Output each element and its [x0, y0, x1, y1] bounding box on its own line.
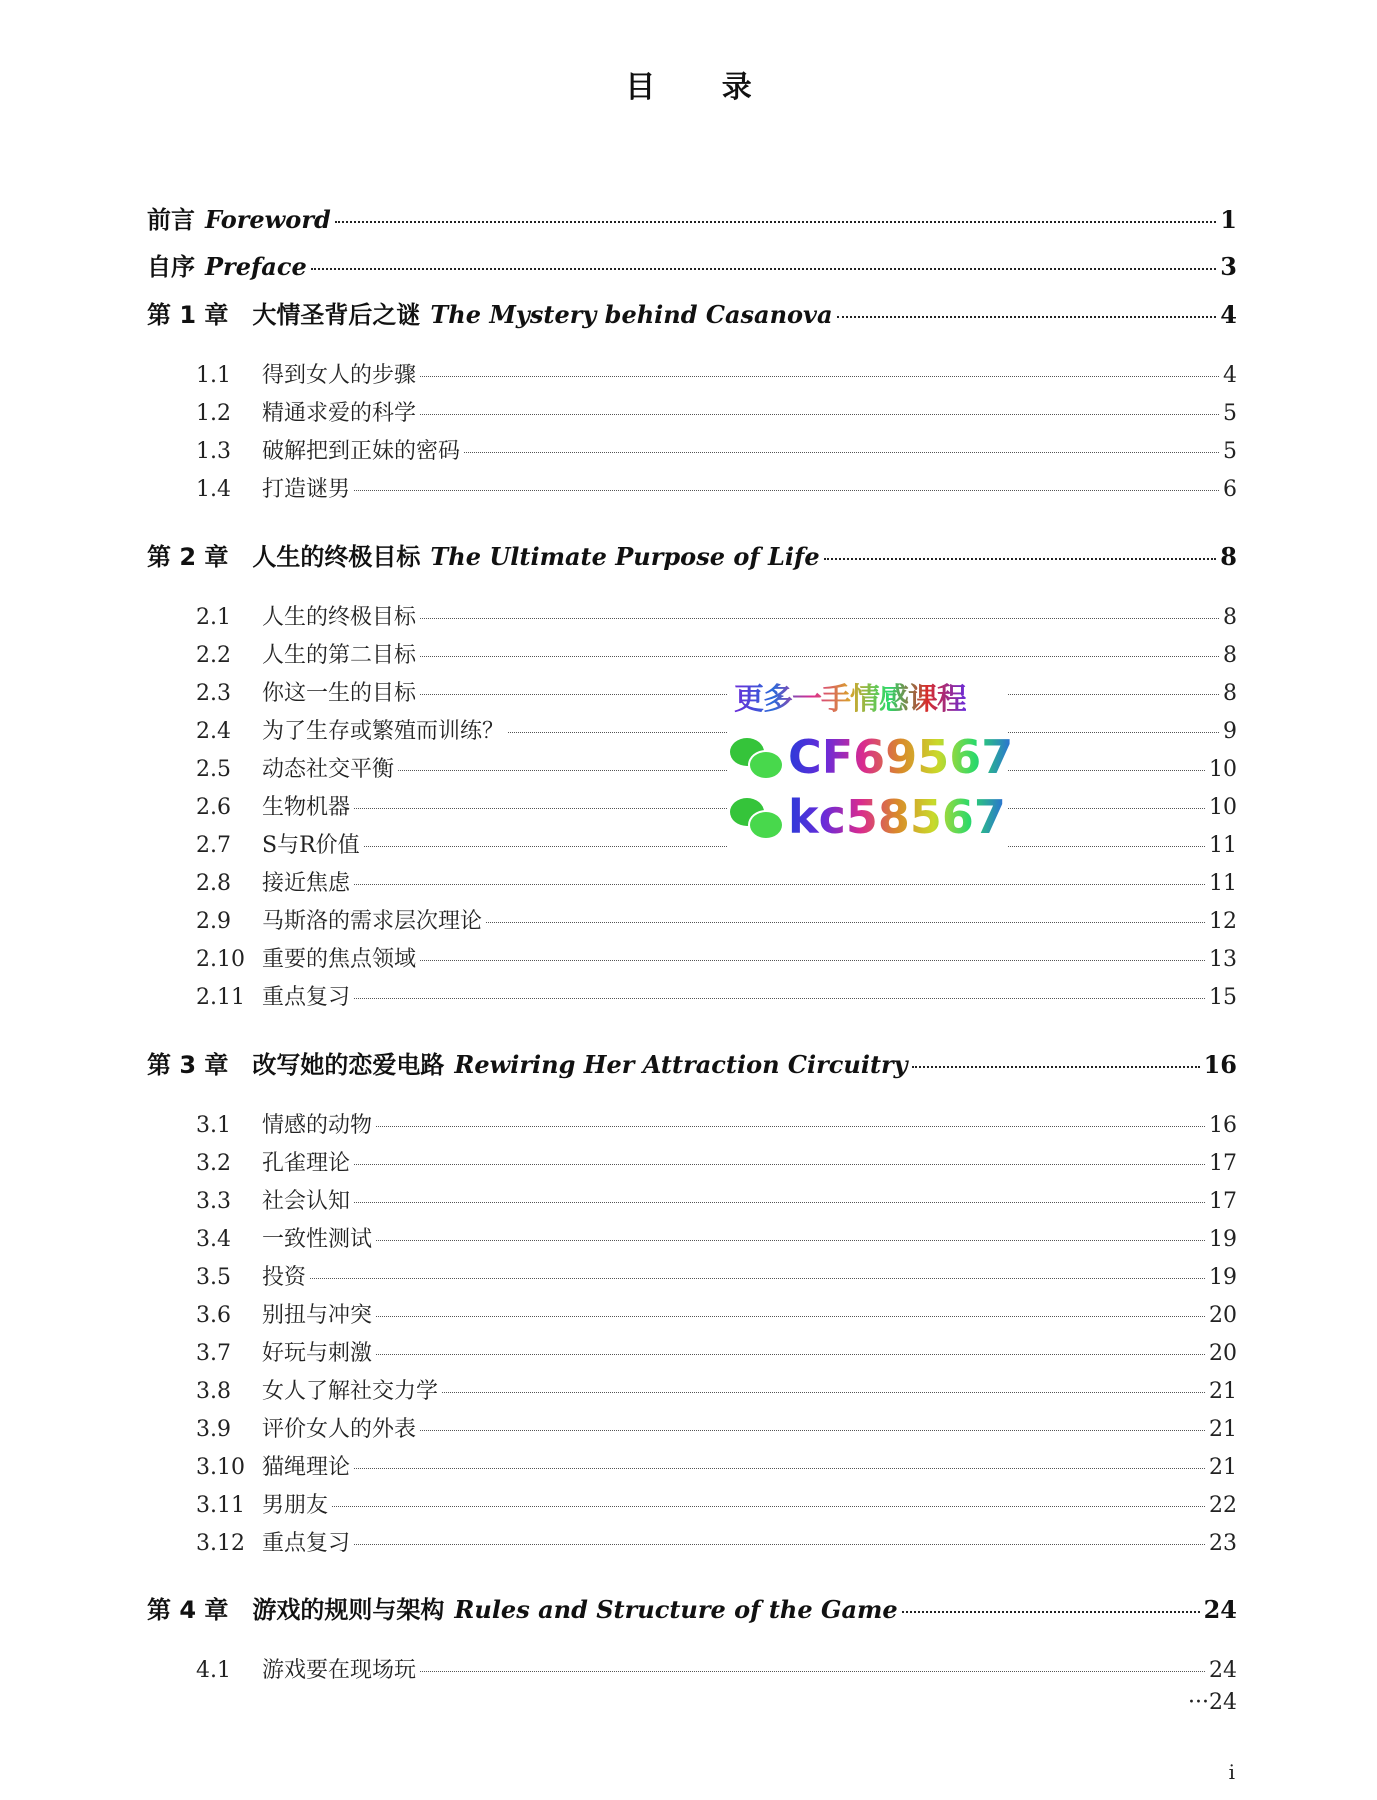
- page-ref: 21: [1209, 1379, 1237, 1404]
- section-title: 女人了解社交力学: [262, 1379, 439, 1404]
- wechat-icon: [728, 794, 784, 840]
- chapter-title-cn: 自序: [147, 253, 195, 281]
- section-number: 1.2: [196, 401, 231, 426]
- toc-chapter-entry[interactable]: [147, 1590, 1237, 1625]
- toc-section-entry[interactable]: [196, 1526, 1237, 1557]
- page-ref: 8: [1223, 681, 1237, 706]
- dot-leader: [912, 1066, 1200, 1068]
- dot-leader: [354, 1202, 1205, 1203]
- section-title: 评价女人的外表: [262, 1417, 417, 1442]
- dot-leader: [376, 1316, 1205, 1317]
- dot-leader: [824, 558, 1217, 560]
- section-number: 3.4: [196, 1227, 231, 1252]
- dot-leader: [420, 414, 1219, 415]
- toc-chapter-entry[interactable]: [147, 247, 1237, 282]
- dot-leader: [376, 1354, 1205, 1355]
- page-title: 目 录: [625, 70, 780, 105]
- page-ref: 21: [1209, 1417, 1237, 1442]
- page-ref: 10: [1209, 757, 1237, 782]
- dot-leader: [902, 1611, 1200, 1613]
- section-number: 3.2: [196, 1151, 231, 1176]
- page-ref: 4: [1220, 300, 1237, 329]
- page-ref: 8: [1223, 605, 1237, 630]
- section-number: 2.10: [196, 947, 245, 972]
- page-ref: 15: [1209, 985, 1237, 1010]
- dot-leader: [420, 656, 1219, 657]
- section-number: 2.6: [196, 795, 231, 820]
- toc-section-entry[interactable]: [196, 434, 1237, 465]
- section-title: 为了生存或繁殖而训练？: [262, 719, 505, 744]
- page-ref: 17: [1209, 1151, 1237, 1176]
- toc-section-entry[interactable]: [196, 752, 1237, 783]
- toc-section-entry[interactable]: [196, 1412, 1237, 1443]
- section-title: 打造谜男: [262, 477, 351, 502]
- wechat-icon: [728, 734, 784, 780]
- section-title: 别扭与冲突: [262, 1303, 373, 1328]
- toc-section-entry[interactable]: [196, 1222, 1237, 1253]
- section-number: 3.8: [196, 1379, 231, 1404]
- chapter-title-en: Rules and Structure of the Game: [454, 1595, 898, 1624]
- section-number: 2.3: [196, 681, 231, 706]
- dot-leader: [420, 1430, 1205, 1431]
- dot-leader: [332, 1506, 1205, 1507]
- page-ref: 1: [1220, 205, 1237, 234]
- dot-leader: [335, 221, 1217, 223]
- toc-section-entry[interactable]: [196, 942, 1237, 973]
- section-title: 动态社交平衡: [262, 757, 395, 782]
- watermark-row-1: [728, 730, 1013, 784]
- page-ref: 20: [1209, 1341, 1237, 1366]
- dot-leader: [420, 376, 1219, 377]
- section-title: 接近焦虑: [262, 871, 351, 896]
- section-number: 3.12: [196, 1531, 245, 1556]
- section-number: 1.1: [196, 363, 231, 388]
- section-title: 精通求爱的科学: [262, 401, 417, 426]
- section-number: 1.4: [196, 477, 231, 502]
- page-ref: 8: [1223, 643, 1237, 668]
- dot-leader: [310, 1278, 1205, 1279]
- dot-leader: [420, 960, 1205, 961]
- section-title: 游戏要在现场玩: [262, 1658, 417, 1683]
- section-number: 2.8: [196, 871, 231, 896]
- page-ref: 22: [1209, 1493, 1237, 1518]
- toc-section-entry[interactable]: [196, 980, 1237, 1011]
- section-number: 3.5: [196, 1265, 231, 1290]
- toc-section-entry[interactable]: [196, 1653, 1237, 1684]
- dot-leader: [442, 1392, 1205, 1393]
- toc-section-entry[interactable]: [196, 1488, 1237, 1519]
- toc-section-entry[interactable]: [196, 1146, 1237, 1177]
- section-number: 3.3: [196, 1189, 231, 1214]
- toc-section-entry[interactable]: [196, 1374, 1237, 1405]
- section-title: 人生的第二目标: [262, 643, 417, 668]
- section-number: 2.7: [196, 833, 231, 858]
- page-ref: 16: [1209, 1113, 1237, 1138]
- dot-leader: [837, 316, 1217, 318]
- toc-section-entry[interactable]: [196, 600, 1237, 631]
- section-number: 1.3: [196, 439, 231, 464]
- page-ref: 11: [1209, 833, 1237, 858]
- section-title: 重点复习: [262, 1531, 351, 1556]
- toc-section-entry[interactable]: [196, 472, 1237, 503]
- dot-leader: [464, 452, 1219, 453]
- chapter-title-en: Preface: [205, 252, 307, 281]
- section-number: 3.7: [196, 1341, 231, 1366]
- toc-section-entry[interactable]: [196, 396, 1237, 427]
- toc-section-entry[interactable]: [196, 1336, 1237, 1367]
- section-number: 3.9: [196, 1417, 231, 1442]
- section-number: 2.9: [196, 909, 231, 934]
- section-title: 生物机器: [262, 795, 351, 820]
- dot-leader: [311, 268, 1217, 270]
- toc-section-entry[interactable]: [196, 714, 1237, 745]
- section-number: 3.1: [196, 1113, 231, 1138]
- page-ref: 13: [1209, 947, 1237, 972]
- section-number: 2.2: [196, 643, 231, 668]
- watermark-code-1: CF69567: [788, 730, 1014, 784]
- page-ref: 8: [1220, 542, 1237, 571]
- page-ref: 3: [1220, 252, 1237, 281]
- chapter-title-cn: 第 1 章 大情圣背后之谜: [147, 301, 421, 329]
- dot-leader: [354, 1468, 1205, 1469]
- dot-leader: [354, 490, 1219, 491]
- watermark-row-2: [728, 790, 1006, 844]
- page-ref: 12: [1209, 909, 1237, 934]
- dot-leader: [354, 1164, 1205, 1165]
- page-ref: 21: [1209, 1455, 1237, 1480]
- page-ref: 24: [1203, 1595, 1237, 1624]
- toc-section-entry[interactable]: [196, 904, 1237, 935]
- section-number: 4.1: [196, 1658, 231, 1683]
- continuation-text: ···24: [1188, 1690, 1237, 1715]
- toc-section-entry[interactable]: [196, 1184, 1237, 1215]
- section-title: 好玩与刺激: [262, 1341, 373, 1366]
- section-title: 投资: [262, 1265, 307, 1290]
- chapter-title-en: The Mystery behind Casanova: [430, 300, 833, 329]
- section-title: 你这一生的目标: [262, 681, 417, 706]
- page-ref: 6: [1223, 477, 1237, 502]
- section-title: 男朋友: [262, 1493, 329, 1518]
- section-number: 2.1: [196, 605, 231, 630]
- dot-leader: [354, 998, 1205, 999]
- section-title: 人生的终极目标: [262, 605, 417, 630]
- section-title: 猫绳理论: [262, 1455, 351, 1480]
- section-title: 重点复习: [262, 985, 351, 1010]
- page-ref: 23: [1209, 1531, 1237, 1556]
- chapter-title-cn: 第 2 章 人生的终极目标: [147, 543, 421, 571]
- toc-chapter-entry[interactable]: [147, 537, 1237, 572]
- toc-section-entry[interactable]: [196, 358, 1237, 389]
- page-ref: 5: [1223, 401, 1237, 426]
- toc-section-entry[interactable]: [196, 1450, 1237, 1481]
- chapter-title-cn: 第 3 章 改写她的恋爱电路: [147, 1051, 445, 1079]
- page-ref: 17: [1209, 1189, 1237, 1214]
- watermark: [728, 672, 1014, 852]
- chapter-title-en: The Ultimate Purpose of Life: [430, 542, 820, 571]
- dot-leader: [376, 1126, 1205, 1127]
- toc-section-entry[interactable]: [196, 1260, 1237, 1291]
- toc-section-entry[interactable]: [196, 1298, 1237, 1329]
- dot-leader: [486, 922, 1205, 923]
- section-title: 社会认知: [262, 1189, 351, 1214]
- section-title: 一致性测试: [262, 1227, 373, 1252]
- page-number: i: [1228, 1760, 1235, 1784]
- page-ref: 5: [1223, 439, 1237, 464]
- section-title: 孔雀理论: [262, 1151, 351, 1176]
- page-ref: 19: [1209, 1265, 1237, 1290]
- section-number: 2.5: [196, 757, 231, 782]
- section-title: 得到女人的步骤: [262, 363, 417, 388]
- section-title: 情感的动物: [262, 1113, 373, 1138]
- toc-section-entry[interactable]: [196, 1108, 1237, 1139]
- page-ref: 10: [1209, 795, 1237, 820]
- toc-chapter-entry[interactable]: [147, 1045, 1237, 1080]
- section-number: 3.6: [196, 1303, 231, 1328]
- section-number: 3.11: [196, 1493, 245, 1518]
- toc-section-entry[interactable]: [196, 638, 1237, 669]
- section-number: 3.10: [196, 1455, 245, 1480]
- page-ref: 11: [1209, 871, 1237, 896]
- page-ref: 9: [1223, 719, 1237, 744]
- section-title: S与R价值: [262, 833, 360, 858]
- toc-section-entry[interactable]: [196, 676, 1237, 707]
- toc-chapter-entry[interactable]: [147, 295, 1237, 330]
- page-ref: 4: [1223, 363, 1237, 388]
- dot-leader: [354, 1544, 1205, 1545]
- watermark-code-2: kc58567: [788, 790, 1006, 844]
- toc-chapter-entry[interactable]: [147, 200, 1237, 235]
- section-title: 破解把到正妹的密码: [262, 439, 461, 464]
- toc-section-entry[interactable]: [196, 866, 1237, 897]
- watermark-text: 更多一手情感课程: [734, 674, 966, 718]
- section-title: 重要的焦点领域: [262, 947, 417, 972]
- section-number: 2.4: [196, 719, 231, 744]
- page-ref: 20: [1209, 1303, 1237, 1328]
- chapter-title-en: Foreword: [205, 205, 331, 234]
- section-title: 马斯洛的需求层次理论: [262, 909, 483, 934]
- toc-section-entry[interactable]: [196, 828, 1237, 859]
- page-ref: 24: [1209, 1658, 1237, 1683]
- dot-leader: [354, 884, 1205, 885]
- chapter-title-cn: 第 4 章 游戏的规则与架构: [147, 1596, 445, 1624]
- chapter-title-cn: 前言: [147, 206, 195, 234]
- toc-section-entry[interactable]: [196, 790, 1237, 821]
- section-number: 2.11: [196, 985, 245, 1010]
- dot-leader: [376, 1240, 1205, 1241]
- dot-leader: [420, 1671, 1205, 1672]
- page-ref: 16: [1203, 1050, 1237, 1079]
- page-ref: 19: [1209, 1227, 1237, 1252]
- dot-leader: [420, 618, 1219, 619]
- chapter-title-en: Rewiring Her Attraction Circuitry: [454, 1050, 908, 1079]
